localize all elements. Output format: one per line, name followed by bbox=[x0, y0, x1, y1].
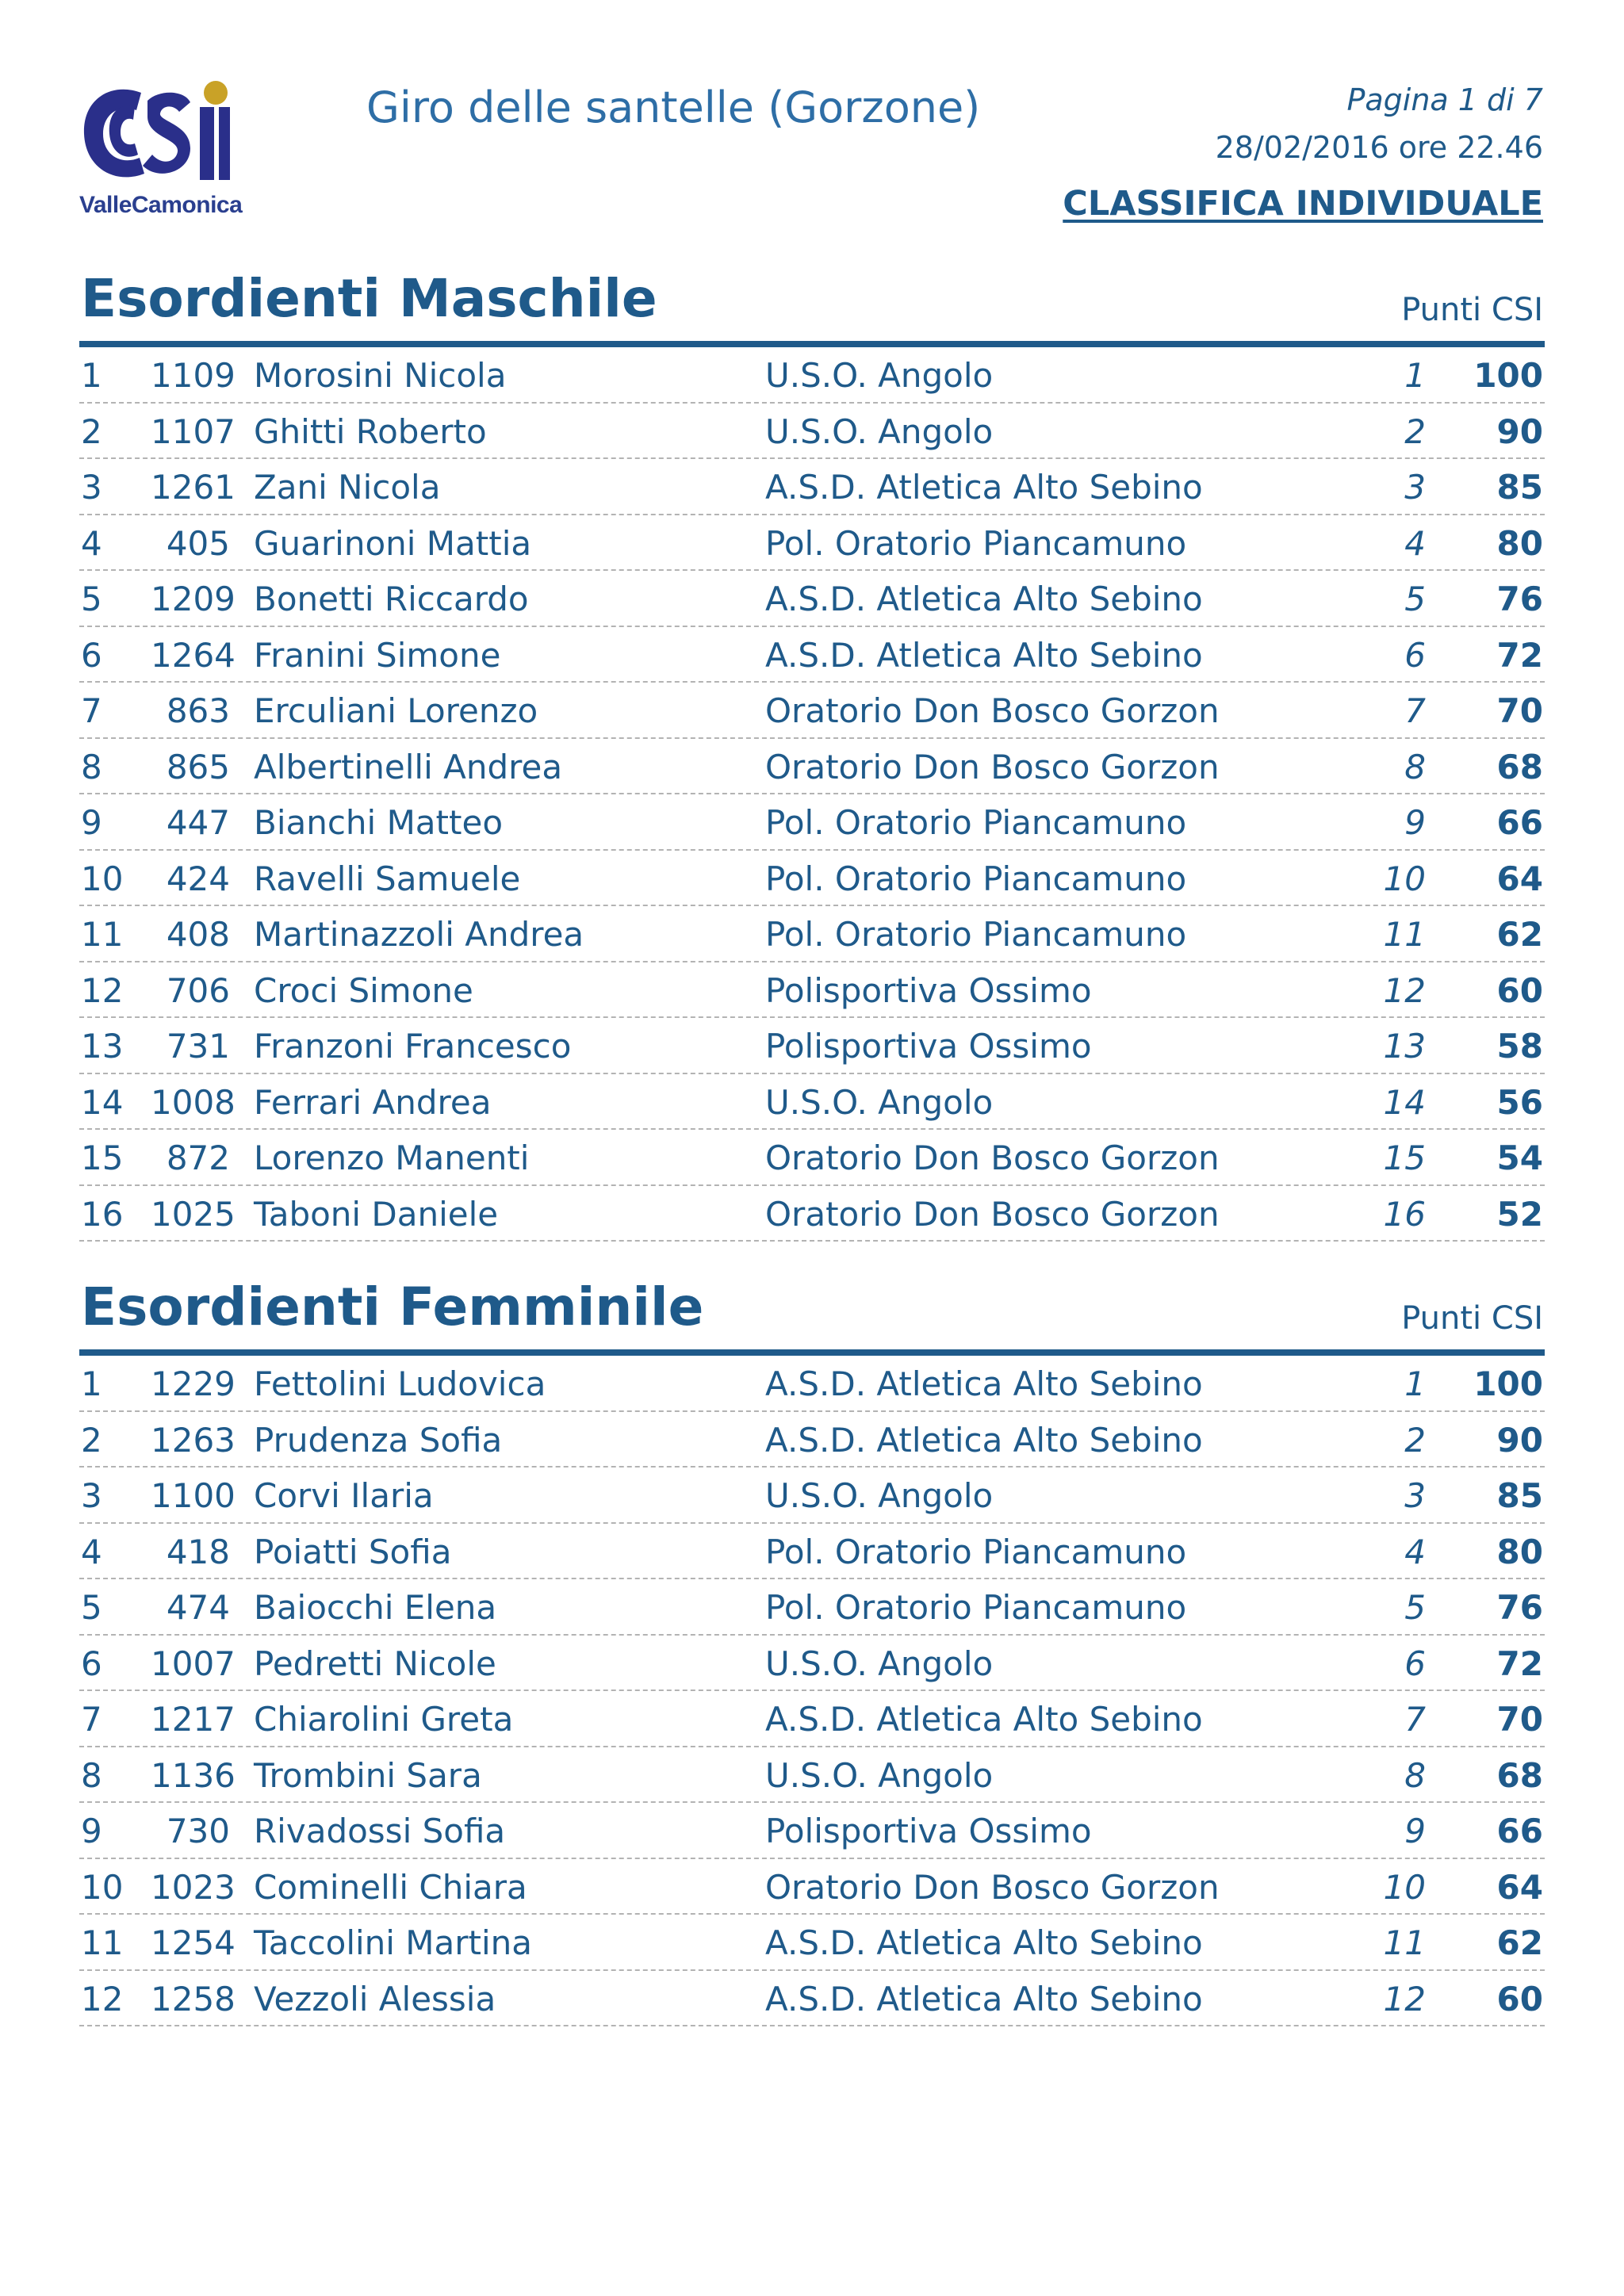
club-name-cell: A.S.D. Atletica Alto Sebino bbox=[765, 1923, 1203, 1962]
points-cell: 70 bbox=[1496, 1700, 1543, 1739]
results-table bbox=[79, 1356, 1545, 2026]
category-position-cell: 7 bbox=[1404, 1700, 1426, 1739]
bib-number-cell: 447 bbox=[166, 803, 230, 842]
athlete-name-cell: Corvi Ilaria bbox=[254, 1476, 434, 1515]
club-name-cell: A.S.D. Atletica Alto Sebino bbox=[765, 635, 1203, 675]
athlete-name-cell: Taboni Daniele bbox=[254, 1194, 499, 1234]
club-name-cell: U.S.O. Angolo bbox=[765, 411, 994, 451]
category-position-cell: 8 bbox=[1404, 747, 1426, 786]
bib-number-cell: 872 bbox=[166, 1138, 230, 1177]
rank-cell: 7 bbox=[81, 1700, 102, 1739]
table-row bbox=[79, 1018, 1545, 1074]
points-cell: 80 bbox=[1496, 1532, 1543, 1571]
category-position-cell: 3 bbox=[1404, 468, 1426, 507]
points-cell: 52 bbox=[1496, 1194, 1543, 1234]
club-name-cell: A.S.D. Atletica Alto Sebino bbox=[765, 1364, 1203, 1403]
table-row bbox=[79, 1803, 1545, 1859]
category-position-cell: 9 bbox=[1404, 803, 1426, 842]
points-cell: 62 bbox=[1496, 1923, 1543, 1962]
rank-cell: 15 bbox=[81, 1138, 124, 1177]
club-name-cell: Pol. Oratorio Piancamuno bbox=[765, 1588, 1187, 1627]
points-cell: 66 bbox=[1496, 1812, 1543, 1850]
category-position-cell: 9 bbox=[1404, 1812, 1426, 1850]
table-row bbox=[79, 1915, 1545, 1971]
table-row bbox=[79, 1356, 1545, 1412]
rank-cell: 2 bbox=[81, 1420, 102, 1460]
bib-number-cell: 706 bbox=[166, 970, 230, 1010]
club-name-cell: U.S.O. Angolo bbox=[765, 1476, 994, 1515]
athlete-name-cell: Croci Simone bbox=[254, 970, 473, 1010]
points-cell: 64 bbox=[1496, 1867, 1543, 1907]
rank-cell: 3 bbox=[81, 468, 102, 507]
bib-number-cell: 865 bbox=[166, 747, 230, 786]
bib-number-cell: 1109 bbox=[151, 356, 236, 395]
table-row bbox=[79, 1691, 1545, 1747]
table-row bbox=[79, 739, 1545, 795]
rank-cell: 13 bbox=[81, 1027, 124, 1066]
points-cell: 60 bbox=[1496, 1979, 1543, 2019]
athlete-name-cell: Poiatti Sofia bbox=[254, 1532, 452, 1571]
table-row bbox=[79, 515, 1545, 572]
table-row bbox=[79, 1130, 1545, 1186]
points-cell: 72 bbox=[1496, 635, 1543, 675]
bib-number-cell: 408 bbox=[166, 915, 230, 954]
bib-number-cell: 1264 bbox=[151, 635, 236, 675]
athlete-name-cell: Albertinelli Andrea bbox=[254, 747, 563, 786]
category-position-cell: 1 bbox=[1404, 356, 1426, 395]
bib-number-cell: 1023 bbox=[151, 1867, 236, 1907]
bib-number-cell: 730 bbox=[166, 1812, 230, 1850]
report-datetime: 28/02/2016 ore 22.46 bbox=[1215, 130, 1543, 165]
points-cell: 68 bbox=[1496, 1755, 1543, 1795]
bib-number-cell: 1107 bbox=[151, 411, 236, 451]
club-name-cell: Pol. Oratorio Piancamuno bbox=[765, 859, 1187, 898]
category-position-cell: 10 bbox=[1383, 1867, 1426, 1907]
points-cell: 85 bbox=[1496, 468, 1543, 507]
athlete-name-cell: Trombini Sara bbox=[254, 1755, 482, 1795]
section-esordienti-maschile bbox=[79, 268, 1545, 1242]
bib-number-cell: 1100 bbox=[151, 1476, 236, 1515]
bib-number-cell: 1254 bbox=[151, 1923, 236, 1962]
club-name-cell: A.S.D. Atletica Alto Sebino bbox=[765, 1979, 1203, 2019]
athlete-name-cell: Franini Simone bbox=[254, 635, 501, 675]
club-name-cell: Oratorio Don Bosco Gorzon bbox=[765, 691, 1220, 730]
table-row bbox=[79, 906, 1545, 962]
table-row bbox=[79, 851, 1545, 907]
rank-cell: 14 bbox=[81, 1082, 124, 1122]
rank-cell: 4 bbox=[81, 523, 102, 563]
points-cell: 56 bbox=[1496, 1082, 1543, 1122]
points-cell: 58 bbox=[1496, 1027, 1543, 1066]
rank-cell: 10 bbox=[81, 859, 124, 898]
bib-number-cell: 1261 bbox=[151, 468, 236, 507]
rank-cell: 5 bbox=[81, 580, 102, 618]
category-position-cell: 6 bbox=[1404, 1644, 1426, 1683]
athlete-name-cell: Bonetti Riccardo bbox=[254, 580, 529, 618]
bib-number-cell: 405 bbox=[166, 523, 230, 563]
athlete-name-cell: Bianchi Matteo bbox=[254, 803, 504, 842]
athlete-name-cell: Lorenzo Manenti bbox=[254, 1138, 530, 1177]
club-name-cell: Polisportiva Ossimo bbox=[765, 1027, 1092, 1066]
club-name-cell: Pol. Oratorio Piancamuno bbox=[765, 523, 1187, 563]
bib-number-cell: 1229 bbox=[151, 1364, 236, 1403]
table-row bbox=[79, 794, 1545, 851]
category-position-cell: 10 bbox=[1383, 859, 1426, 898]
category-position-cell: 11 bbox=[1383, 1923, 1426, 1962]
athlete-name-cell: Baiocchi Elena bbox=[254, 1588, 497, 1627]
club-name-cell: Oratorio Don Bosco Gorzon bbox=[765, 1138, 1220, 1177]
athlete-name-cell: Fettolini Ludovica bbox=[254, 1364, 546, 1403]
category-position-cell: 5 bbox=[1404, 580, 1426, 618]
event-title: Giro delle santelle (Gorzone) bbox=[366, 82, 981, 132]
results-table bbox=[79, 347, 1545, 1242]
club-name-cell: U.S.O. Angolo bbox=[765, 1644, 994, 1683]
athlete-name-cell: Cominelli Chiara bbox=[254, 1867, 527, 1907]
athlete-name-cell: Franzoni Francesco bbox=[254, 1027, 572, 1066]
rank-cell: 6 bbox=[81, 635, 102, 675]
club-name-cell: A.S.D. Atletica Alto Sebino bbox=[765, 1700, 1203, 1739]
rank-cell: 4 bbox=[81, 1532, 102, 1571]
athlete-name-cell: Prudenza Sofia bbox=[254, 1420, 503, 1460]
rank-cell: 11 bbox=[81, 1923, 124, 1962]
rank-cell: 2 bbox=[81, 411, 102, 451]
club-name-cell: A.S.D. Atletica Alto Sebino bbox=[765, 468, 1203, 507]
athlete-name-cell: Pedretti Nicole bbox=[254, 1644, 496, 1683]
athlete-name-cell: Morosini Nicola bbox=[254, 356, 507, 395]
club-name-cell: U.S.O. Angolo bbox=[765, 1082, 994, 1122]
category-position-cell: 8 bbox=[1404, 1755, 1426, 1795]
category-position-cell: 16 bbox=[1383, 1194, 1426, 1234]
points-cell: 70 bbox=[1496, 691, 1543, 730]
table-row bbox=[79, 571, 1545, 627]
club-name-cell: Oratorio Don Bosco Gorzon bbox=[765, 1867, 1220, 1907]
category-position-cell: 13 bbox=[1383, 1027, 1426, 1066]
table-row bbox=[79, 1074, 1545, 1131]
bib-number-cell: 1217 bbox=[151, 1700, 236, 1739]
table-row bbox=[79, 347, 1545, 404]
rank-cell: 6 bbox=[81, 1644, 102, 1683]
athlete-name-cell: Rivadossi Sofia bbox=[254, 1812, 506, 1850]
rank-cell: 11 bbox=[81, 915, 124, 954]
rank-cell: 9 bbox=[81, 1812, 102, 1850]
points-cell: 76 bbox=[1496, 1588, 1543, 1627]
table-row bbox=[79, 1524, 1545, 1580]
club-name-cell: U.S.O. Angolo bbox=[765, 356, 994, 395]
table-row bbox=[79, 1636, 1545, 1692]
table-row bbox=[79, 459, 1545, 515]
athlete-name-cell: Martinazzoli Andrea bbox=[254, 915, 584, 954]
club-name-cell: Pol. Oratorio Piancamuno bbox=[765, 915, 1187, 954]
club-name-cell: A.S.D. Atletica Alto Sebino bbox=[765, 1420, 1203, 1460]
points-cell: 60 bbox=[1496, 970, 1543, 1010]
points-cell: 64 bbox=[1496, 859, 1543, 898]
points-column-header: Punti CSI bbox=[1401, 292, 1543, 328]
athlete-name-cell: Erculiani Lorenzo bbox=[254, 691, 538, 730]
points-cell: 90 bbox=[1496, 1420, 1543, 1460]
rank-cell: 1 bbox=[81, 1364, 102, 1403]
category-position-cell: 12 bbox=[1383, 1979, 1426, 2019]
table-row bbox=[79, 404, 1545, 460]
rank-cell: 9 bbox=[81, 803, 102, 842]
rank-cell: 12 bbox=[81, 970, 124, 1010]
athlete-name-cell: Zani Nicola bbox=[254, 468, 441, 507]
club-name-cell: Pol. Oratorio Piancamuno bbox=[765, 803, 1187, 842]
table-row bbox=[79, 627, 1545, 683]
section-header bbox=[79, 268, 1545, 347]
club-name-cell: Pol. Oratorio Piancamuno bbox=[765, 1532, 1187, 1571]
athlete-name-cell: Ferrari Andrea bbox=[254, 1082, 492, 1122]
points-cell: 100 bbox=[1473, 356, 1543, 395]
bib-number-cell: 474 bbox=[166, 1588, 230, 1627]
bib-number-cell: 424 bbox=[166, 859, 230, 898]
rank-cell: 5 bbox=[81, 1588, 102, 1627]
club-name-cell: A.S.D. Atletica Alto Sebino bbox=[765, 580, 1203, 618]
category-position-cell: 3 bbox=[1404, 1476, 1426, 1515]
category-position-cell: 5 bbox=[1404, 1588, 1426, 1627]
club-name-cell: Polisportiva Ossimo bbox=[765, 1812, 1092, 1850]
category-position-cell: 11 bbox=[1383, 915, 1426, 954]
athlete-name-cell: Taccolini Martina bbox=[254, 1923, 533, 1962]
table-row bbox=[79, 962, 1545, 1019]
logo-text: ValleCamonica bbox=[79, 192, 243, 218]
category-position-cell: 4 bbox=[1404, 1532, 1426, 1571]
club-name-cell: U.S.O. Angolo bbox=[765, 1755, 994, 1795]
rank-cell: 3 bbox=[81, 1476, 102, 1515]
points-cell: 85 bbox=[1496, 1476, 1543, 1515]
section-esordienti-femminile bbox=[79, 1276, 1545, 2026]
club-name-cell: Oratorio Don Bosco Gorzon bbox=[765, 1194, 1220, 1234]
points-cell: 68 bbox=[1496, 747, 1543, 786]
points-cell: 100 bbox=[1473, 1364, 1543, 1403]
bib-number-cell: 863 bbox=[166, 691, 230, 730]
section-header bbox=[79, 1276, 1545, 1356]
rank-cell: 1 bbox=[81, 356, 102, 395]
category-position-cell: 15 bbox=[1383, 1138, 1426, 1177]
category-position-cell: 12 bbox=[1383, 970, 1426, 1010]
club-name-cell: Oratorio Don Bosco Gorzon bbox=[765, 747, 1220, 786]
category-position-cell: 4 bbox=[1404, 523, 1426, 563]
athlete-name-cell: Guarinoni Mattia bbox=[254, 523, 532, 563]
category-position-cell: 1 bbox=[1404, 1364, 1426, 1403]
points-cell: 54 bbox=[1496, 1138, 1543, 1177]
section-title: Esordienti Femminile bbox=[81, 1276, 704, 1337]
points-cell: 80 bbox=[1496, 523, 1543, 563]
table-row bbox=[79, 1747, 1545, 1804]
table-row bbox=[79, 1859, 1545, 1915]
bib-number-cell: 1136 bbox=[151, 1755, 236, 1795]
table-row bbox=[79, 1468, 1545, 1524]
rank-cell: 10 bbox=[81, 1867, 124, 1907]
points-cell: 76 bbox=[1496, 580, 1543, 618]
rank-cell: 8 bbox=[81, 747, 102, 786]
bib-number-cell: 1258 bbox=[151, 1979, 236, 2019]
page-indicator: Pagina 1 di 7 bbox=[1346, 82, 1543, 117]
athlete-name-cell: Ghitti Roberto bbox=[254, 411, 487, 451]
category-position-cell: 7 bbox=[1404, 691, 1426, 730]
rank-cell: 12 bbox=[81, 1979, 124, 2019]
points-cell: 72 bbox=[1496, 1644, 1543, 1683]
bib-number-cell: 418 bbox=[166, 1532, 230, 1571]
category-position-cell: 2 bbox=[1404, 1420, 1426, 1460]
points-cell: 90 bbox=[1496, 411, 1543, 451]
rank-cell: 8 bbox=[81, 1755, 102, 1795]
table-row bbox=[79, 1971, 1545, 2027]
points-cell: 66 bbox=[1496, 803, 1543, 842]
bib-number-cell: 1025 bbox=[151, 1194, 236, 1234]
table-row bbox=[79, 1579, 1545, 1636]
category-position-cell: 2 bbox=[1404, 411, 1426, 451]
bib-number-cell: 1263 bbox=[151, 1420, 236, 1460]
bib-number-cell: 1209 bbox=[151, 580, 236, 618]
table-row bbox=[79, 683, 1545, 739]
bib-number-cell: 731 bbox=[166, 1027, 230, 1066]
section-title: Esordienti Maschile bbox=[81, 268, 657, 329]
category-position-cell: 14 bbox=[1383, 1082, 1426, 1122]
classification-title: CLASSIFICA INDIVIDUALE bbox=[1063, 184, 1543, 224]
rank-cell: 16 bbox=[81, 1194, 124, 1234]
points-column-header: Punti CSI bbox=[1401, 1300, 1543, 1337]
bib-number-cell: 1008 bbox=[151, 1082, 236, 1122]
athlete-name-cell: Chiarolini Greta bbox=[254, 1700, 514, 1739]
club-name-cell: Polisportiva Ossimo bbox=[765, 970, 1092, 1010]
csi-logo-icon bbox=[79, 75, 246, 194]
category-position-cell: 6 bbox=[1404, 635, 1426, 675]
table-row bbox=[79, 1186, 1545, 1242]
athlete-name-cell: Vezzoli Alessia bbox=[254, 1979, 496, 2019]
points-cell: 62 bbox=[1496, 915, 1543, 954]
rank-cell: 7 bbox=[81, 691, 102, 730]
bib-number-cell: 1007 bbox=[151, 1644, 236, 1683]
athlete-name-cell: Ravelli Samuele bbox=[254, 859, 521, 898]
table-row bbox=[79, 1412, 1545, 1468]
